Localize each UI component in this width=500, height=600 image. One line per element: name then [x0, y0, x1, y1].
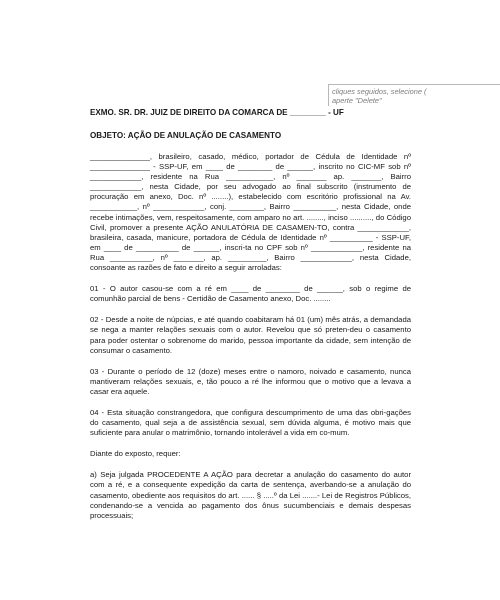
qualification-paragraph: ______________, brasileiro, casado, médico, portador de Cédula de Identidade nº ______________ - SSP-UF, em ____ de ________ de ______, inscrito no CIC-MF sob nº ____________, residente na Rua ___________, nº _______ ap. _______, Bairro ____________, nesta Cidade, por seu advogado ao final subscrito (instrumento de procuração em anexo, Doc. nº ........), estabelecido com escritório profissional na Av. ___________, nº ____________, conj. ________, Bairro __________, nesta Cidade, onde recebe intimações, vem, respeitosamente, com amparo no art. ........, inciso .........., do Código Civil, promover a presente AÇÃO ANULATÓRIA DE CASAMEN-TO, contra ____________, brasileira, casada, manicure, portadora de Cédula de Identidade nº __________ - SSP-UF, em ____ de __________ de ______, inscri-ta no CPF sob nº ____________, residente na Rua __________, nº _______, ap. _________, Bairro ____________, nesta Cidade, consoante as razões de fato e direito a seguir arroladas:: [90, 152, 411, 273]
document-body: [90, 108, 411, 521]
request-intro: Diante do exposto, requer:: [90, 449, 181, 459]
fact-paragraph-01: 01 - O autor casou-se com a ré em ____ de ________ de ______, sob o regime de comunhão parcial de bens - Certidão de Casamento anexo, Doc. ........: [90, 284, 411, 304]
instruction-note: [328, 84, 500, 106]
instruction-line-1: cliques seguidos, selecione (: [332, 87, 427, 96]
object-heading: OBJETO: AÇÃO DE ANULAÇÃO DE CASAMENTO: [90, 130, 282, 140]
instruction-line-2: aperte "Delete": [332, 96, 382, 106]
request-item-a: a) Seja julgada PROCEDENTE A AÇÃO para decretar a anulação do casamento do autor com a ré, e a consequente expedição da carta de sentença, averbando-se a anulação do casamento, obediente aos requisitos do art. ...... § .....º da Lei .......- Lei de Registros Públicos, condenando-se a vencida ao pagamento dos ônus sucumbenciais e demais despesas processuais;: [90, 470, 411, 520]
court-heading: EXMO. SR. DR. JUIZ DE DIREITO DA COMARCA DE ________ - UF: [90, 108, 344, 117]
fact-paragraph-03: 03 - Durante o período de 12 (doze) meses entre o namoro, noivado e casamento, nunca mantiveram relações sexuais, e, tão pouco a ré lhe informou que o motivo que a levava a casar era aquele.: [90, 366, 411, 396]
fact-paragraph-04: 04 - Esta situação constrangedora, que configura descumprimento de uma das obri-gações do casamento, qual seja a de assistência sexual, sem dúvida alguma, é motivo mais que suficiente para anular o matrimônio, tornando intolerável a vida em co-mum.: [90, 407, 411, 438]
fact-paragraph-02: 02 - Desde a noite de núpcias, e até quando coabitaram há 01 (um) mês atrás, a demandada se nega a manter relações sexuais com o autor. Revelou que só preten-deu o casamento para poder ostentar o sobrenome do marido, pessoa importante da cidade, sem intenção de consumar o casamento.: [90, 315, 411, 355]
